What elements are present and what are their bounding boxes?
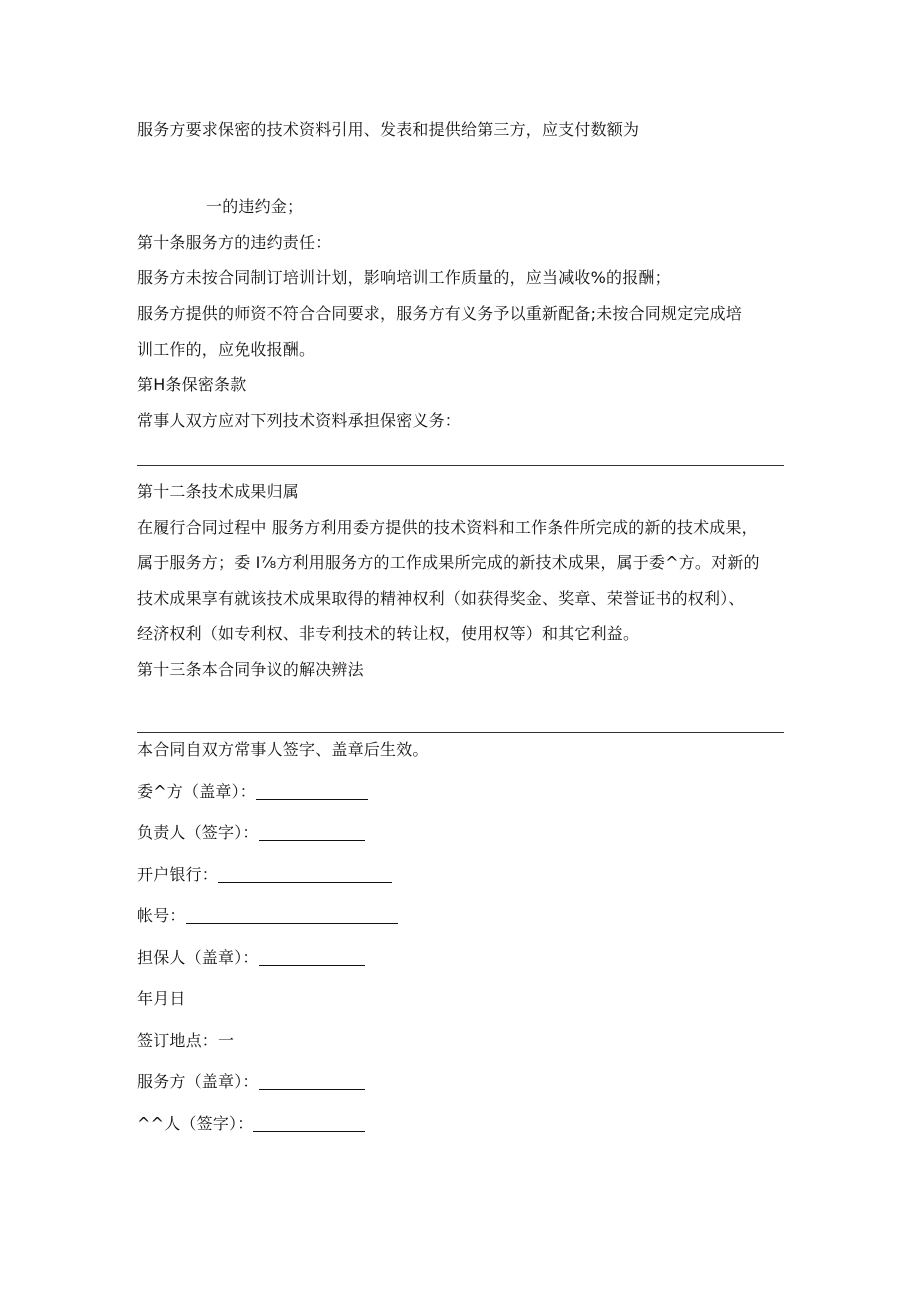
client-seal-row [137, 782, 368, 802]
account-label: 帐号： [137, 906, 186, 925]
bank-blank[interactable] [218, 866, 392, 883]
paragraph-training-plan: 服务方未按合同制订培训计划，影响培训工作质量的，应当减收%的报酬； [137, 268, 671, 287]
account-blank[interactable] [186, 907, 398, 924]
fill-in-rule [137, 732, 784, 733]
provider-person-row [137, 1114, 365, 1134]
paragraph-ownership-3: 技术成果享有就该技术成果取得的精神权利（如获得奖金、奖章、荣誉证书的权利）、 [137, 589, 745, 608]
paragraph-ownership-2: 属于服务方；委 I⅞方利用服务方的工作成果所完成的新技术成果，属于委^方。对新的 [137, 553, 760, 572]
article-12-heading: 第十二条技术成果归属 [137, 482, 300, 501]
guarantor-label: 担保人（盖章）： [137, 948, 259, 967]
paragraph-penalty-amount: 一的违约金； [206, 197, 304, 216]
responsible-label: 负责人（签字）： [137, 823, 259, 842]
client-seal-blank[interactable] [256, 783, 368, 800]
bank-label: 开户银行： [137, 865, 219, 884]
provider-seal-blank[interactable] [259, 1073, 365, 1090]
article-11-heading: 第H条保密条款 [137, 375, 247, 394]
provider-seal-label: 服务方（盖章）： [137, 1072, 259, 1091]
bank-row [137, 865, 392, 885]
responsible-row [137, 823, 365, 843]
provider-person-label: ^^人（签字）： [137, 1114, 254, 1133]
paragraph-ownership-1: 在履行合同过程中 服务方利用委方提供的技术资料和工作条件所完成的新的技术成果， [137, 518, 758, 537]
paragraph-teachers-cont: 训工作的，应免收报酬。 [137, 340, 316, 359]
guarantor-row [137, 948, 365, 968]
guarantor-blank[interactable] [259, 949, 365, 966]
place-line: 签订地点：一 [137, 1031, 235, 1050]
paragraph-effective: 本合同自双方常事人签字、盖章后生效。 [137, 740, 429, 759]
fill-in-rule [137, 465, 784, 466]
account-row [137, 906, 398, 926]
paragraph-teachers: 服务方提供的师资不符合合同要求，服务方有义务予以重新配备;未按合同规定完成培 [137, 304, 742, 323]
paragraph-confidential-penalty: 服务方要求保密的技术资料引用、发表和提供给第三方，应支付数额为 [137, 120, 640, 139]
article-13-heading: 第十三条本合同争议的解决辨法 [137, 660, 364, 679]
article-10-heading: 第十条服务方的违约责任： [137, 233, 332, 252]
paragraph-ownership-4: 经济权利（如专利权、非专利技术的转让权，使用权等）和其它利益。 [137, 624, 640, 643]
paragraph-confidential-obligation: 常事人双方应对下列技术资料承担保密义务： [137, 411, 462, 430]
responsible-blank[interactable] [259, 824, 365, 841]
provider-person-blank[interactable] [253, 1115, 365, 1132]
client-seal-label: 委^方（盖章）： [137, 782, 257, 801]
provider-seal-row [137, 1072, 365, 1092]
date-line: 年月日 [137, 989, 186, 1008]
